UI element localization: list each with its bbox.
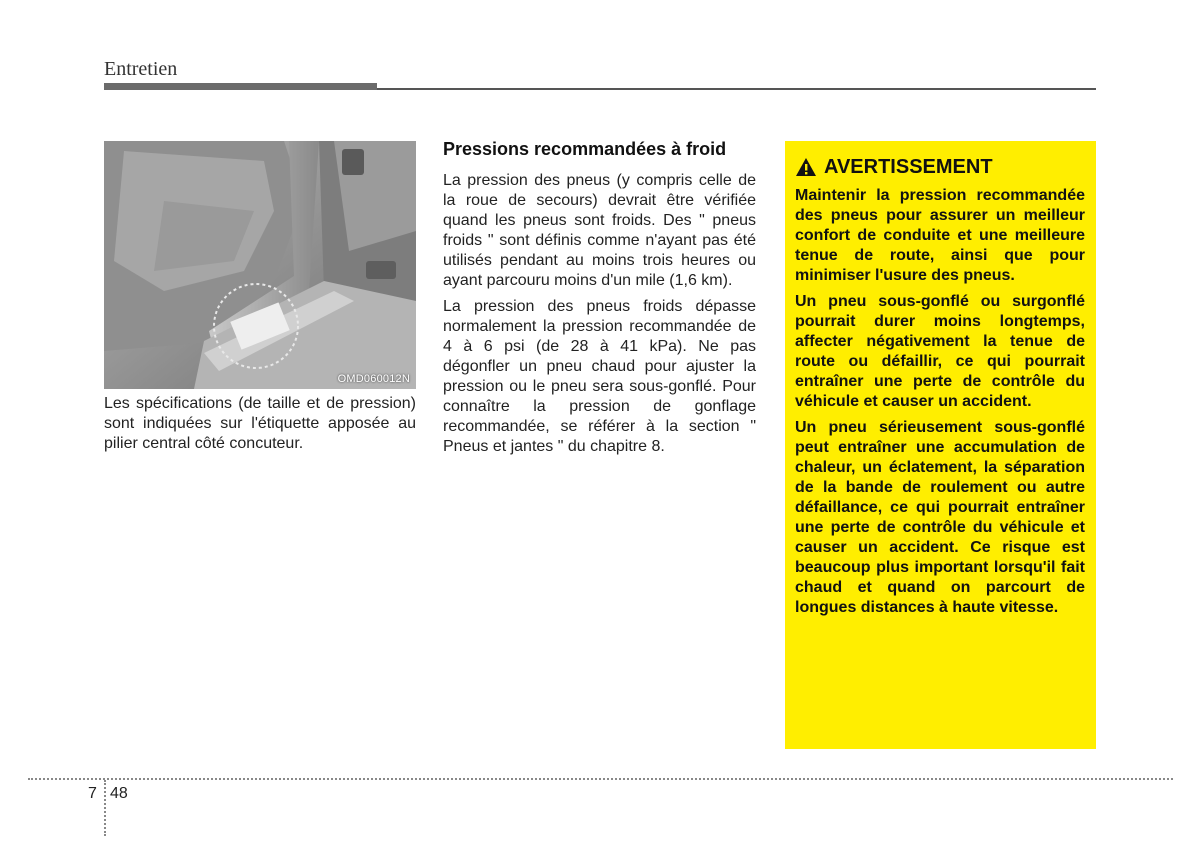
warning-triangle-icon: [795, 157, 817, 177]
warning-paragraph: Maintenir la pression recommandée des pneus pour assurer un meilleur confort de conduite et une meilleure tenue de route, ainsi que pour minimiser l'usure des pneus.: [795, 187, 1085, 284]
header-rule: [104, 83, 377, 90]
footer-divider-vertical: [104, 780, 106, 836]
chapter-number: 7: [88, 785, 97, 802]
warning-box: [785, 141, 1096, 749]
main-text-column: [443, 139, 756, 463]
paragraph: La pression des pneus (y compris celle de la roue de secours) devrait être vérifiée quand les pneus sont froids. Des " pneus froids " sont définis comme n'ayant pas été utilisés pendant au moins trois heures ou ayant parcouru moins d'un mile (1,6 km).: [443, 172, 756, 289]
paragraph: La pression des pneus froids dépasse normalement la pression recommandée de 4 à 6 psi (de 28 à 41 kPa). Ne pas dégonfler un pneu chaud pour ajuster la pression ou le pneu sera sous-gonflé. Pour connaître la pression de gonflage recommandée, se référer à la section " Pneus et jantes " du chapitre 8.: [443, 298, 756, 455]
warning-paragraph: Un pneu sérieusement sous-gonflé peut entraîner une accumulation de chaleur, un éclatement, la séparation de la bande de roulement ou autre défaillance, ce qui pourrait entraîner une perte de contrôle du véhicule et causer un accident. Ce risque est beaucoup plus important lorsqu'il fait chaud et quand on parcourt de longues distances à haute vitesse.: [795, 419, 1085, 616]
section-heading: Pressions recommandées à froid: [443, 139, 727, 159]
warning-title: AVERTISSEMENT: [824, 155, 993, 178]
warning-paragraph: Un pneu sous-gonflé ou surgonflé pourrait durer moins longtemps, affecter négativement la tenue de route ou défaillir, ce qui pourrait entraîner une perte de contrôle du véhicule et causer un accident.: [795, 293, 1085, 410]
header-rule-thin: [377, 88, 1096, 90]
warning-header: [795, 154, 1085, 180]
page-number: 48: [110, 785, 128, 802]
figure-caption: Les spécifications (de taille et de pression) sont indiquées sur l'étiquette apposée au pilier central côté concuteur.: [104, 395, 416, 452]
figure-code: OMD060012N: [337, 373, 410, 385]
page-header-title: Entretien: [104, 58, 178, 80]
pillar-label-photo: [104, 141, 416, 389]
footer-divider: [28, 778, 1173, 780]
